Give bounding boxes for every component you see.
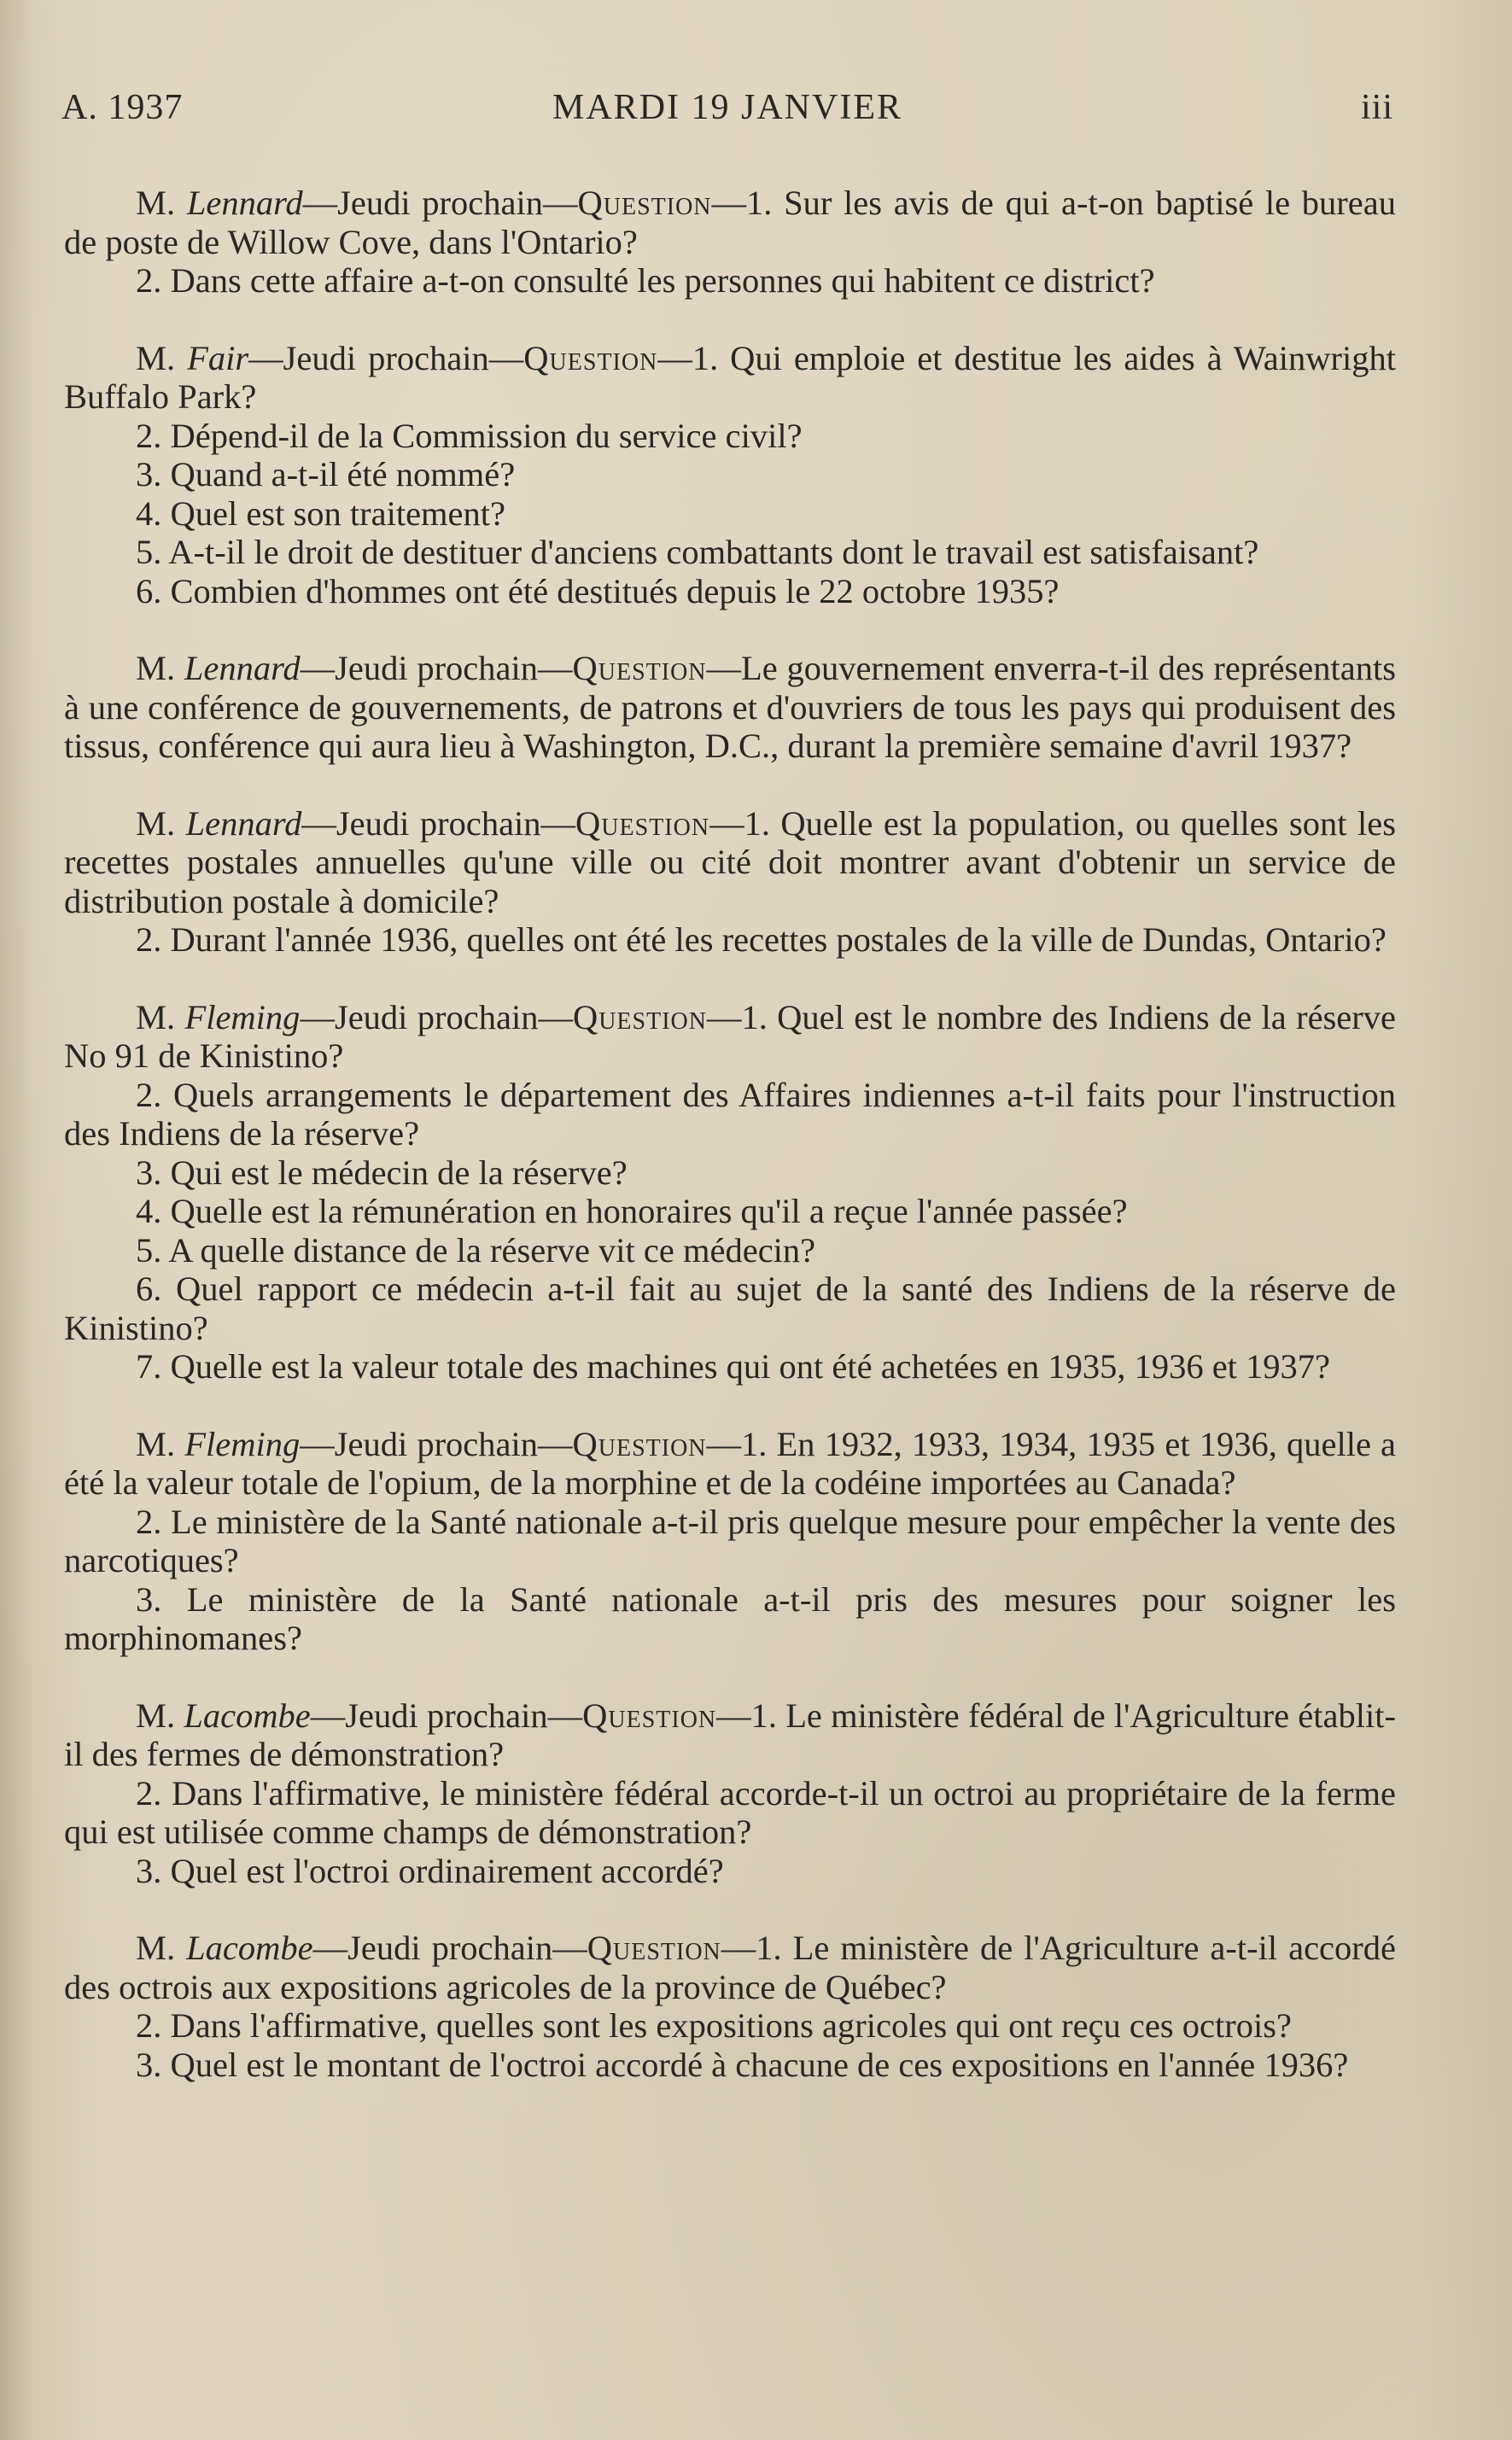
question-label: Question: [523, 338, 658, 377]
member-name: Lennard: [184, 649, 301, 687]
notice-prefix: —Jeudi prochain—: [312, 1929, 587, 1967]
question-label: Question: [577, 184, 712, 222]
question-sub-paragraph: 3. Quel est le montant de l'octroi accordé à chacune de ces expositions en l'année 1936?: [136, 2045, 1349, 2084]
member-title: M.: [136, 649, 176, 687]
member-title: M.: [136, 184, 176, 222]
question-label: Question: [572, 649, 707, 687]
question-sub-paragraph: 7. Quelle est la valeur totale des machines qui ont été achetées en 1935, 1936 et 1937?: [136, 1347, 1331, 1386]
question-lead-paragraph: [64, 184, 1396, 261]
question-sub-paragraph: 3. Qui est le médecin de la réserve?: [136, 1153, 628, 1192]
question-entry: [64, 804, 1396, 960]
question-sub-paragraph: 4. Quelle est la rémunération en honoraires qu'il a reçue l'année passée?: [136, 1192, 1128, 1230]
question-text: —1. Le ministère fédéral de l'Agriculture établit-il des fermes de démonstration?: [64, 1696, 1396, 1773]
question-label: Question: [587, 1929, 721, 1967]
question-sub-paragraph: 2. Quels arrangements le département des Affaires indiennes a-t-il faits pour l'instruction des Indiens de la réserve?: [64, 1075, 1396, 1153]
member-name: Lacombe: [184, 1696, 311, 1735]
member-name: Fleming: [184, 1424, 301, 1463]
session-year: A. 1937: [61, 88, 184, 127]
question-sub-paragraph: 2. Dans l'affirmative, quelles sont les expositions agricoles qui ont reçu ces octrois?: [136, 2006, 1292, 2045]
question-label: Question: [582, 1696, 717, 1735]
member-name: Lennard: [186, 184, 303, 222]
notice-prefix: —Jeudi prochain—: [302, 184, 578, 222]
page-number: iii: [1360, 88, 1393, 127]
member-name: Lacombe: [186, 1929, 313, 1967]
member-title: M.: [136, 1929, 176, 1967]
question-entry: [64, 998, 1396, 1386]
question-label: Question: [572, 1424, 707, 1463]
question-lead-paragraph: [64, 1929, 1396, 2006]
member-title: M.: [136, 997, 176, 1036]
question-text: —1. Quel est le nombre des Indiens de la réserve No 91 de Kinistino?: [64, 997, 1396, 1075]
member-name: Fair: [187, 338, 249, 377]
member-title: M.: [136, 338, 176, 377]
question-text: —1. En 1932, 1933, 1934, 1935 et 1936, quelle a été la valeur totale de l'opium, de la morphine et de la codéine importées au Canada?: [64, 1424, 1397, 1502]
question-entry: [64, 649, 1396, 766]
member-title: M.: [136, 1696, 176, 1735]
questions-list: [64, 184, 1396, 2122]
question-sub-paragraph: 3. Quand a-t-il été nommé?: [136, 455, 516, 493]
question-entry: [64, 184, 1396, 301]
question-sub-paragraph: 6. Quel rapport ce médecin a-t-il fait au sujet de la santé des Indiens de la réserve de Kinistino?: [64, 1270, 1396, 1347]
page-date-title: MARDI 19 JANVIER: [552, 88, 902, 127]
question-text: —1. Qui emploie et destitue les aides à Wainwright Buffalo Park?: [64, 338, 1397, 416]
question-lead-paragraph: [64, 339, 1396, 417]
member-title: M.: [136, 1424, 176, 1463]
question-text: —Le gouvernement enverra-t-il des représentants à une conférence de gouvernements, de patrons et d'ouvriers de tous les pays qui produisent des tissus, conférence qui aura lieu à Washington, D.C., durant la première semaine d'avril 1937?: [64, 649, 1397, 765]
member-name: Lennard: [185, 803, 302, 843]
notice-prefix: —Jeudi prochain—: [300, 997, 573, 1036]
question-lead-paragraph: [64, 804, 1396, 921]
question-sub-paragraph: 5. A-t-il le droit de destituer d'anciens combattants dont le travail est satisfaisant?: [136, 533, 1259, 571]
question-entry: [64, 339, 1396, 611]
notice-prefix: —Jeudi prochain—: [300, 649, 573, 687]
question-sub-paragraph: 2. Durant l'année 1936, quelles ont été les recettes postales de la ville de Dundas, Ontario?: [136, 920, 1386, 959]
question-sub-paragraph: 2. Dans l'affirmative, le ministère fédéral accorde-t-il un octroi au propriétaire de la ferme qui est utilisée comme champs de démonstration?: [64, 1773, 1396, 1851]
question-text: —1. Quelle est la population, ou quelles sont les recettes postales annuelles qu'une ville ou cité doit montrer avant d'obtenir un service de distribution postale à domicile?: [64, 803, 1396, 920]
question-label: Question: [572, 997, 707, 1036]
question-sub-paragraph: 5. A quelle distance de la réserve vit ce médecin?: [136, 1230, 816, 1270]
question-lead-paragraph: [64, 1425, 1396, 1503]
member-name: Fleming: [184, 997, 301, 1036]
notice-prefix: —Jeudi prochain—: [248, 338, 524, 377]
question-sub-paragraph: 3. Quel est l'octroi ordinairement accordé?: [136, 1851, 724, 1890]
question-sub-paragraph: 2. Le ministère de la Santé nationale a-t-il pris quelque mesure pour empêcher la vente des narcotiques?: [64, 1502, 1396, 1579]
question-entry: [64, 1696, 1396, 1891]
notice-prefix: —Jeudi prochain—: [300, 1424, 573, 1463]
member-title: M.: [136, 803, 176, 843]
question-sub-paragraph: 2. Dépend-il de la Commission du service civil?: [136, 416, 803, 455]
question-sub-paragraph: 4. Quel est son traitement?: [136, 493, 506, 533]
question-sub-paragraph: 6. Combien d'hommes ont été destitués depuis le 22 octobre 1935?: [136, 571, 1060, 610]
question-sub-paragraph: 3. Le ministère de la Santé nationale a-t-il pris des mesures pour soigner les morphinomanes?: [64, 1579, 1396, 1657]
question-sub-paragraph: 2. Dans cette affaire a-t-on consulté les personnes qui habitent ce district?: [136, 261, 1155, 300]
question-lead-paragraph: [64, 998, 1396, 1076]
notice-prefix: —Jeudi prochain—: [301, 803, 576, 843]
question-entry: [64, 1425, 1396, 1658]
question-lead-paragraph: [64, 1696, 1396, 1774]
question-entry: [64, 1929, 1396, 2084]
notice-prefix: —Jeudi prochain—: [310, 1696, 583, 1735]
question-label: Question: [575, 803, 710, 843]
running-header: [61, 87, 1393, 138]
question-text: —1. Le ministère de l'Agriculture a-t-il accordé des octrois aux expositions agricoles de la province de Québec?: [64, 1929, 1396, 2006]
question-text: —1. Sur les avis de qui a-t-on baptisé le bureau de poste de Willow Cove, dans l'Ontario?: [64, 184, 1396, 261]
question-lead-paragraph: [64, 649, 1396, 766]
